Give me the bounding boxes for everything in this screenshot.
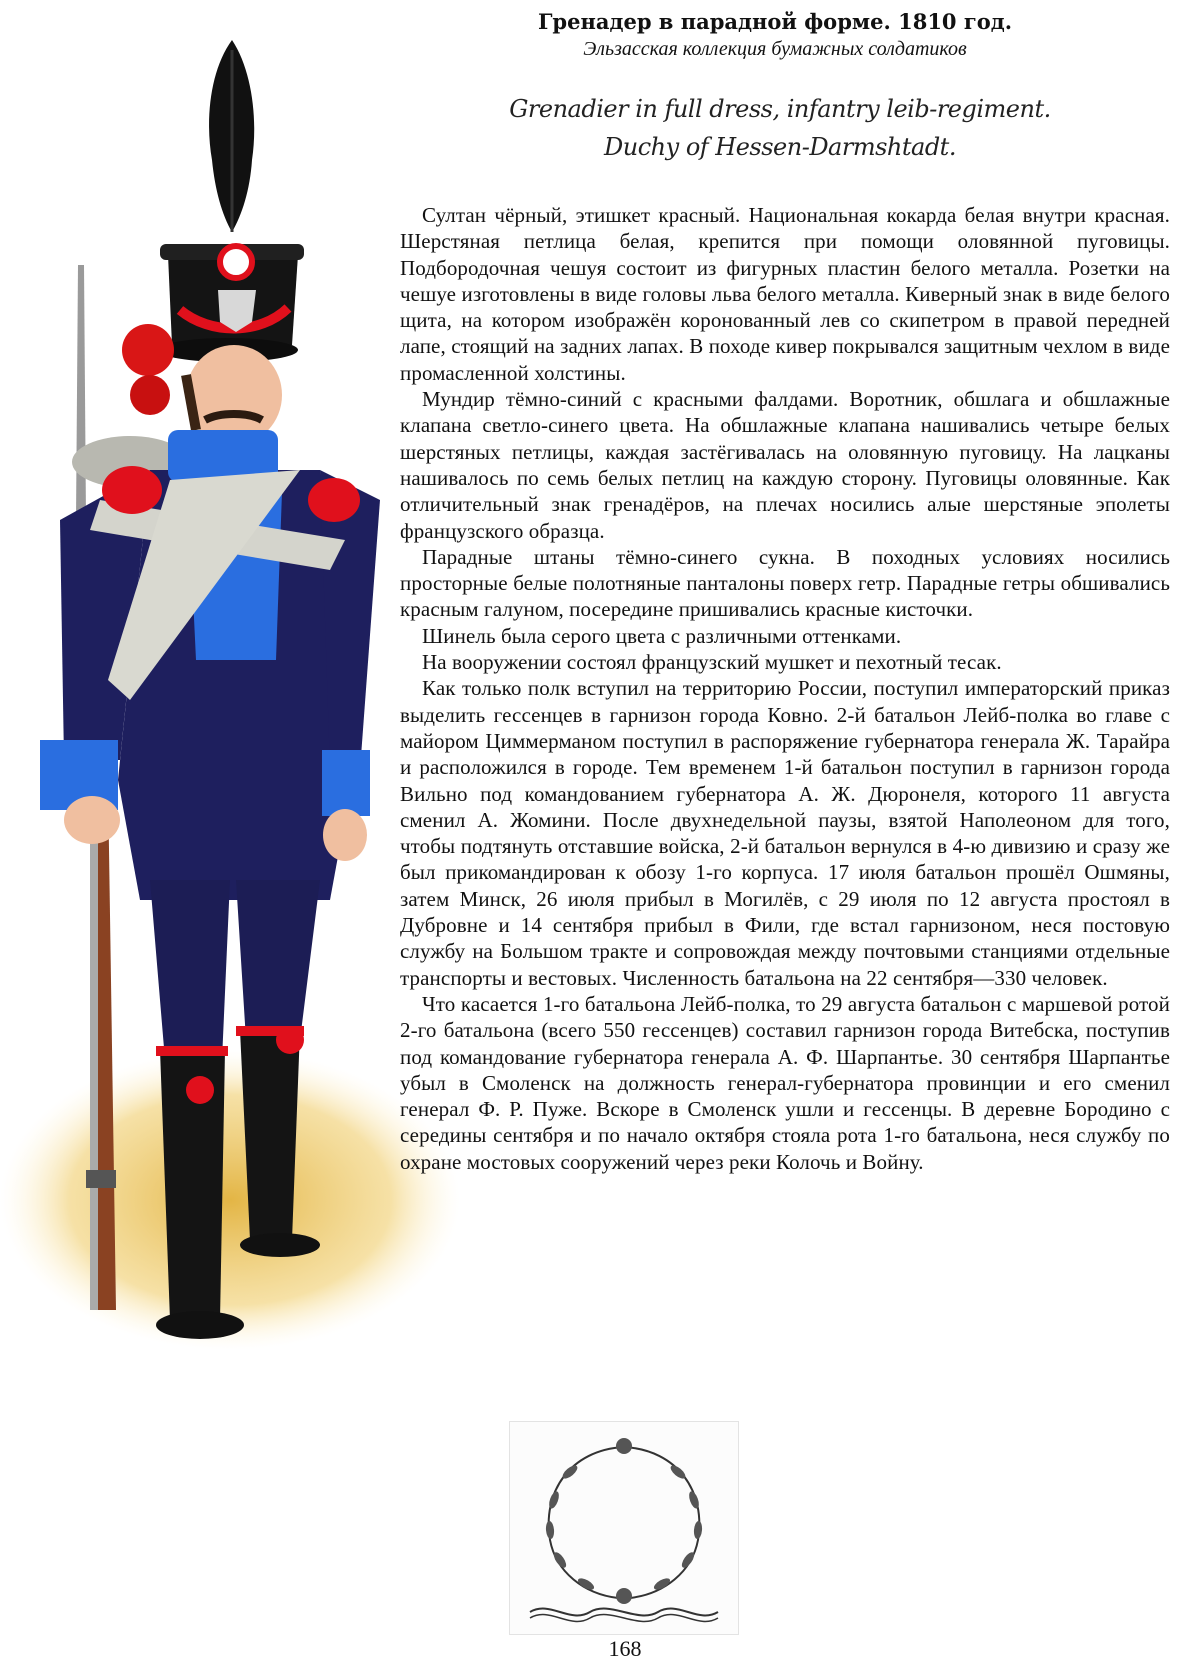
english-caption-line-2: Duchy of Hessen-Darmshtadt. — [604, 133, 956, 161]
english-caption-line-1: Grenadier in full dress, infantry leib-regiment. — [509, 95, 1051, 123]
paragraph: Мундир тёмно-синий с красными фалдами. Воротник, обшлага и обшлажные клапана светло-синего цвета. На обшлажные клапана нашивались четыре белых шерстяных петлицы, каждая застёгивалась на оловянную пуговицу. На лацканы нашивалось по семь белых петлиц на каждую сторону. Пуговицы оловянные. Как отличительный знак гренадёров, на плечах носились алые шерстяные эполеты французского образца. — [400, 387, 1170, 543]
page-title: Гренадер в парадной форме. 1810 год. — [537, 9, 1013, 34]
paragraph: Как только полк вступил на территорию России, поступил императорский приказ выделить гессенцев в гарнизон города Ковно. 2-й батальон Лейб-полка во главе с майором Циммерманом поступил в распоряжение губернатора генерала Ж. Тарайра и расположился в городе. Тем временем 1-й батальон поступил в гарнизон города Вильно под командованием губернатора А. Ж. Дюронеля, которого 11 августа сменил А. Жомини. После двухнедельной паузы, взятой Наполеоном для того, чтобы подтянуть отставшие войска, 2-й батальон вернулся в 4-ю дивизию и сразу же был прикомандирован к обозу 1-го корпуса. 17 июля батальон прошёл Ошмяны, затем Минск, 26 июля прибыл в Могилёв, с 29 июля по 12 августа простоял в Дубровне и 14 сентября прибыл в Фили, где встал гарнизоном, неся постовую службу на Большом тракте и сопровождая между почтовыми станциями отдельные транспорты и вестовых. Численность батальона на 22 сентября—330 человек. — [400, 676, 1170, 990]
paragraph: Что касается 1-го батальона Лейб-полка, то 29 августа батальон с маршевой ротой 2-го батальона (всего 550 гессенцев) составил гарнизон города Витебска, поступив под командование губернатора генерала А. Ф. Шарпантье. 30 сентября Шарпантье убыл в Смоленск на должность генерал-губернатора провинции и его сменил генерал Ф. Р. Пуже. Вскоре в Смоленск ушли и гессенцы. В деревне Бородино с середины сентября и по начало октября стояла рота 1-го батальона, неся службу по охране мостовых сооружений через реки Колочь и Войну. — [400, 991, 1170, 1174]
plume-icon — [209, 40, 254, 232]
page-number: 168 — [608, 1636, 642, 1661]
laurel-wreath-icon — [509, 1421, 739, 1635]
ground-shadow — [0, 1050, 460, 1350]
header — [500, 8, 1050, 62]
paragraph: На вооружении состоял французский мушкет и пехотный тесак. — [422, 650, 1002, 675]
left-hand — [64, 796, 120, 844]
english-caption — [500, 90, 1060, 166]
grenadier-illustration — [0, 0, 460, 1440]
paragraph: Шинель была серого цвета с различными оттенками. — [422, 623, 902, 648]
body-text — [400, 202, 1170, 1175]
paragraph: Султан чёрный, этишкет красный. Национальная кокарда белая внутри красная. Шерстяная петлица белая, крепится при помощи оловянной пуговицы. Подбородочная чешуя состоит из фигурных пластин белого металла. Розетки на чешуе изготовлены в виде головы льва белого металла. Киверный знак в виде белого щита, на котором изображён коронованный лев со скипетром в правой передней лапе, стоящий на задних лапах. В походе кивер покрывался защитным чехлом в виде промасленной холстины. — [400, 203, 1170, 385]
page-subtitle: Эльзасская коллекция бумажных солдатиков — [583, 38, 967, 60]
paragraph: Парадные штаны тёмно-синего сукна. В походных условиях носились просторные белые полотняные панталоны поверх гетр. Парадные гетры обшивались красным галуном, посередине пришивались красные кисточки. — [400, 544, 1170, 622]
right-hand — [323, 809, 367, 861]
